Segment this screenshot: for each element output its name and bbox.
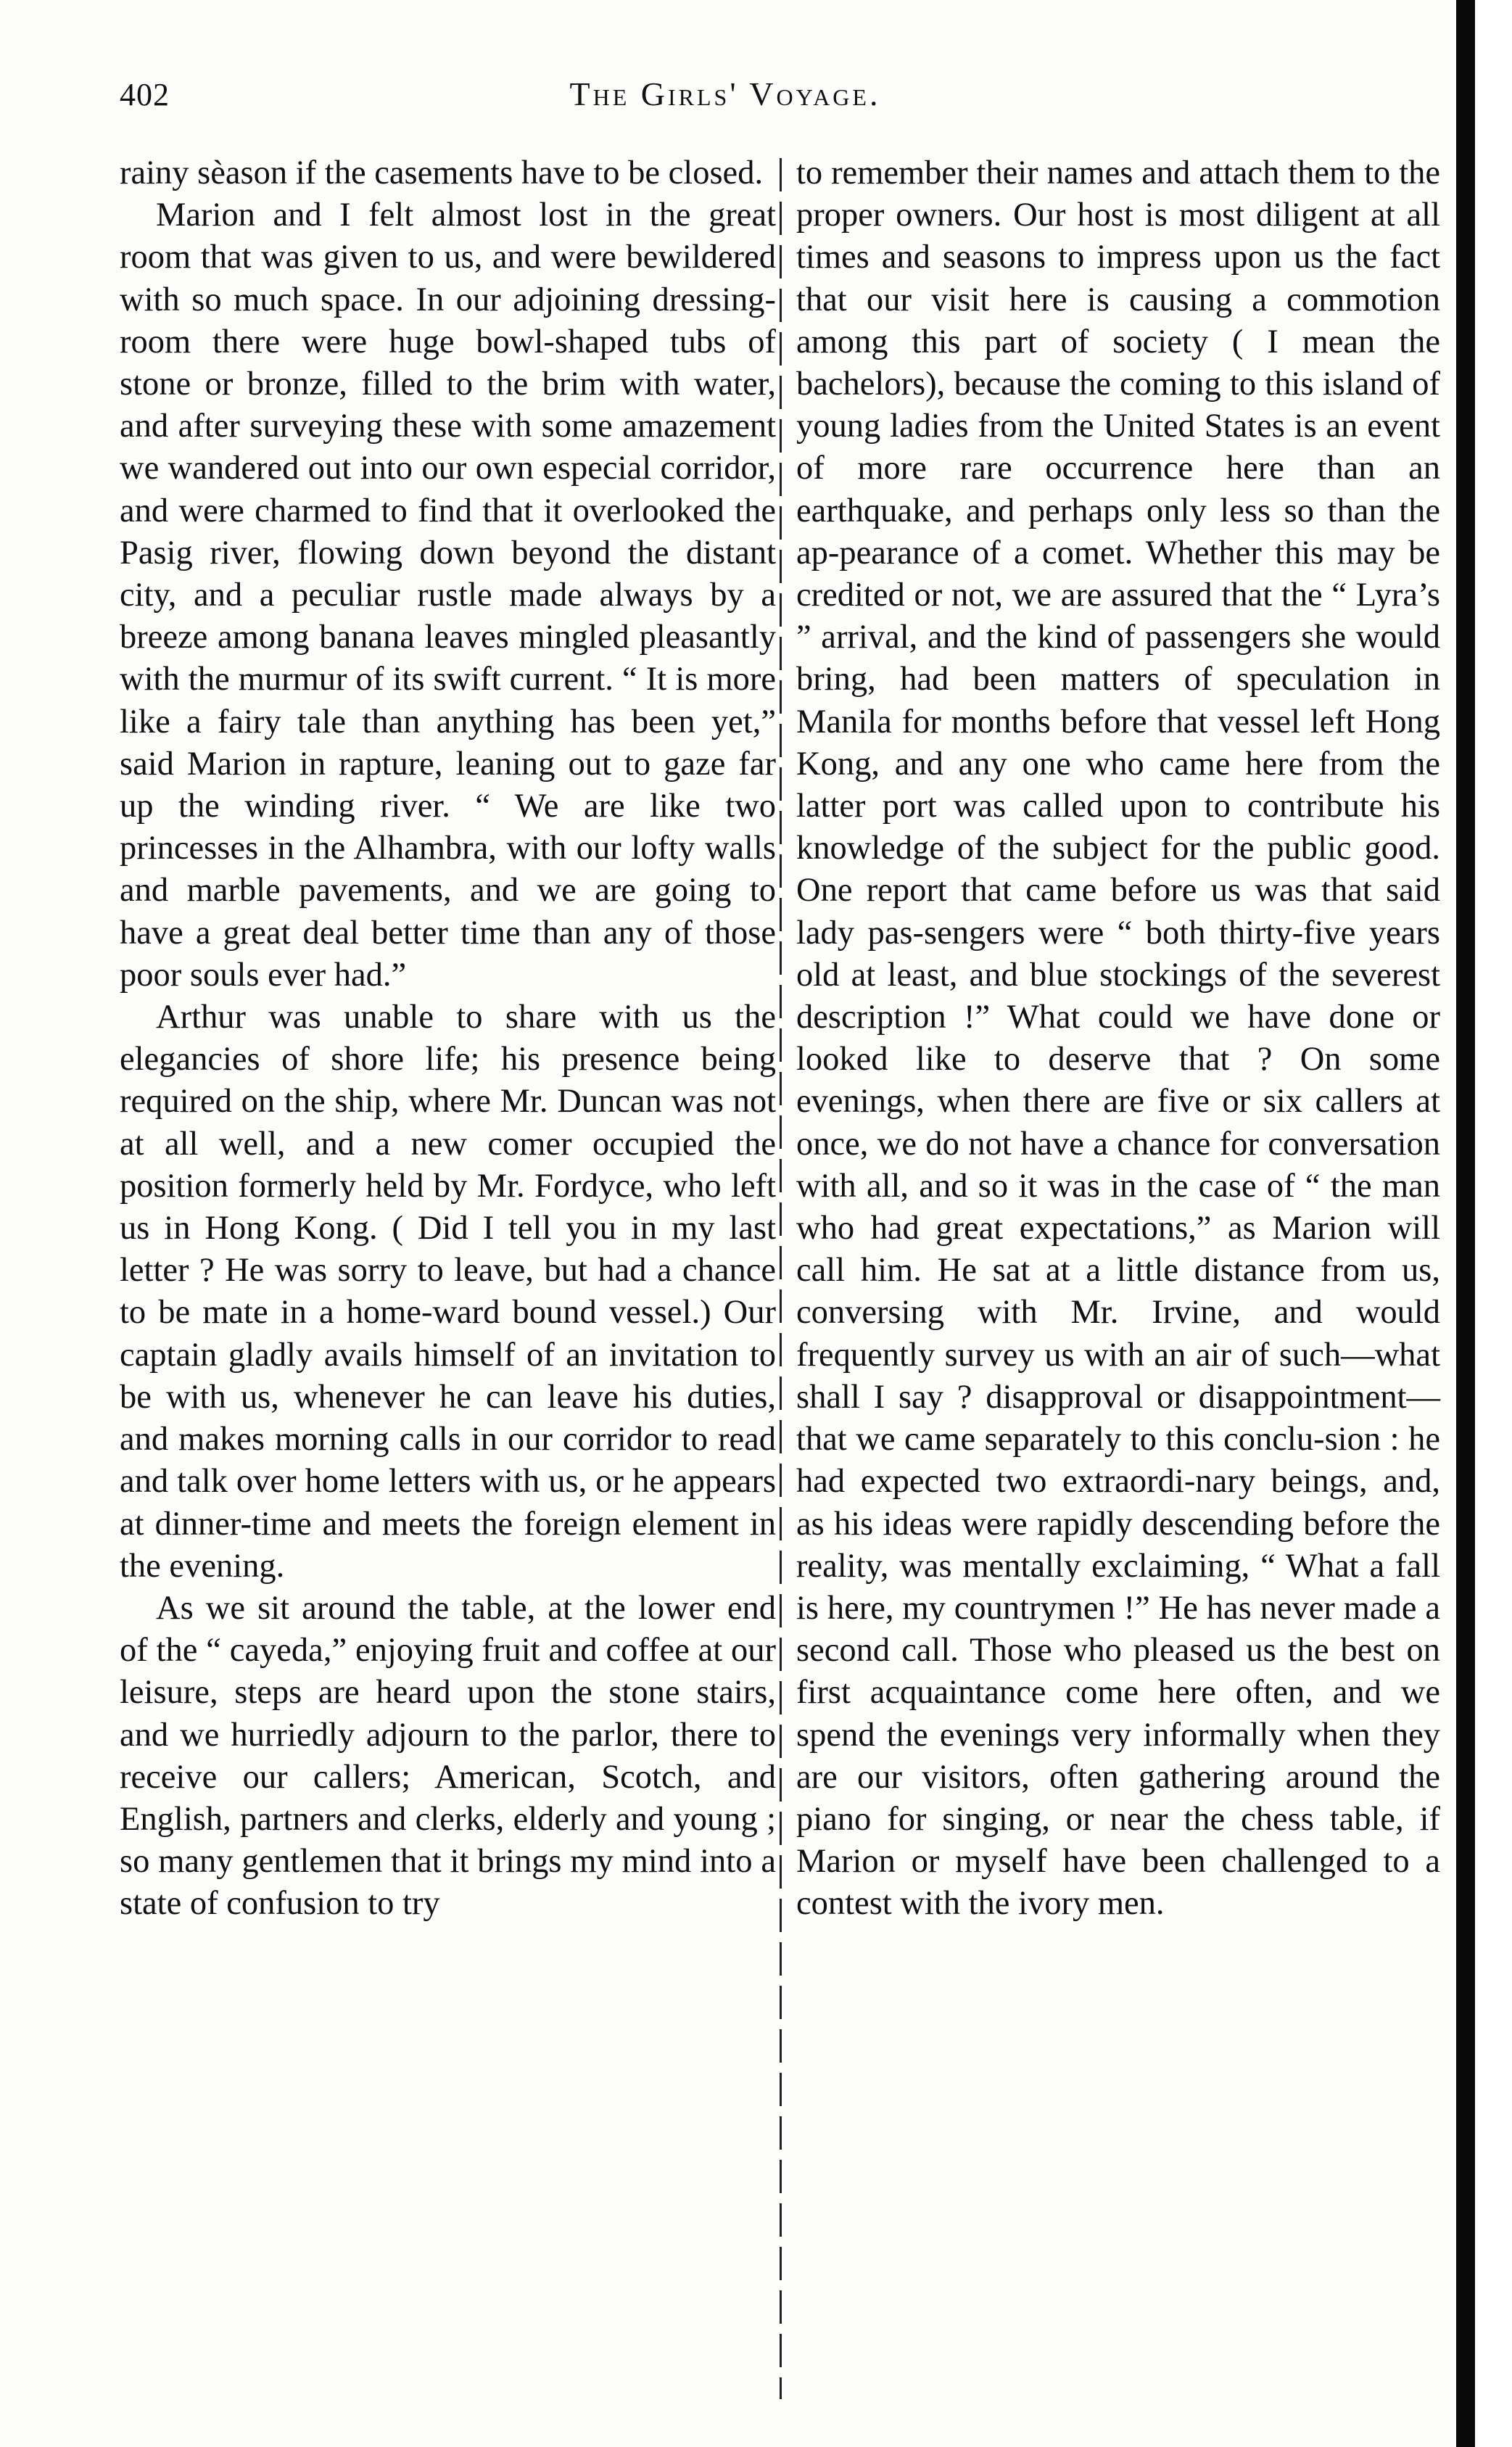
left-paragraph-4: As we sit around the table, at the lower end of the “ cayeda,” enjoying fruit and coffee at our leisure, steps are heard upon the stone stairs, and we hurriedly adjourn to the parlor, there to receive our callers; American, Scotch, and English, partners and clerks, elderly and young ; so many gentlemen that it brings my mind into a state of confusion to try (120, 1589, 776, 1923)
right-column (796, 152, 1440, 1926)
page-margin-right (1475, 0, 1512, 2447)
left-paragraph-3: Arthur was unable to share with us the elegancies of shore life; his presence being required on the ship, where Mr. Duncan was not at all well, and a new comer occupied the position formerly held by Mr. Fordyce, who left us in Hong Kong. ( Did I tell you in my last letter ? He was sorry to leave, but had a chance to be mate in a home-ward bound vessel.) Our captain gladly avails himself of an invitation to be with us, whenever he can leave his duties, and makes morning calls in our corridor to read and talk over home letters with us, or he appears at dinner-time and meets the foreign element in the evening. (120, 999, 776, 1585)
page-binding-edge (1456, 0, 1475, 2447)
page-number: 402 (120, 77, 170, 112)
right-paragraph-1: to remember their names and attach them to the proper owners. Our host is most diligent at all times and seasons to impress upon us the fact that our visit here is causing a commotion among this part of society ( I mean the bachelors), because the coming to this island of young ladies from the United States is an event of more rare occurrence here than an earthquake, and perhaps only less so than the ap-pearance of a comet. Whether this may be credited or not, we are assured that the “ Lyra’s ” arrival, and the kind of passengers she would bring, had been matters of speculation in Manila for months before that vessel left Hong Kong, and any one who came here from the latter port was called upon to contribute his knowledge of the subject for the public good. One report that came before us was that said lady pas-sengers were “ both thirty-five years old at least, and blue stockings of the severest description !” What could we have done or looked like to deserve that ? On some evenings, when there are five or six callers at once, we do not have a chance for conversation with all, and so it was in the case of “ the man who had great expectations,” as Marion will call him. He sat at a little distance from us, conversing with Mr. Irvine, and would frequently survey us with an air of such—what shall I say ? disapproval or disappointment—that we came separately to this conclu-sion : he had expected two extraordi-nary beings, and, as his ideas were rapidly descending before the reality, was mentally exclaiming, “ What a fall is here, my countrymen !” He has never made a second call. Those who pleased us the best on first acquaintance come here often, and we spend the evenings very informally when they are our visitors, often gathering around the piano for singing, or near the chess table, if Marion or myself have been challenged to a contest with the ivory men. (796, 154, 1440, 1923)
left-column (120, 152, 776, 1926)
left-paragraph-2: Marion and I felt almost lost in the great room that was given to us, and were bewildered with so much space. In our adjoining dressing-room there were huge bowl-shaped tubs of stone or bronze, filled to the brim with water, and after surveying these with some amazement we wandered out into our own especial corridor, and were charmed to find that it overlooked the Pasig river, flowing down beyond the distant city, and a peculiar rustle made always by a breeze among banana leaves mingled pleasantly with the murmur of its swift current. “ It is more like a fairy tale than anything has been yet,” said Marion in rapture, leaning out to gaze far up the winding river. “ We are like two princesses in the Alhambra, with our lofty walls and marble pavements, and we are going to have a great deal better time than any of those poor souls ever had.” (120, 197, 776, 994)
column-divider (780, 158, 782, 2399)
running-title: The Girls' Voyage. (569, 75, 881, 112)
left-paragraph-1: rainy sèason if the casements have to be closed. (120, 154, 764, 191)
